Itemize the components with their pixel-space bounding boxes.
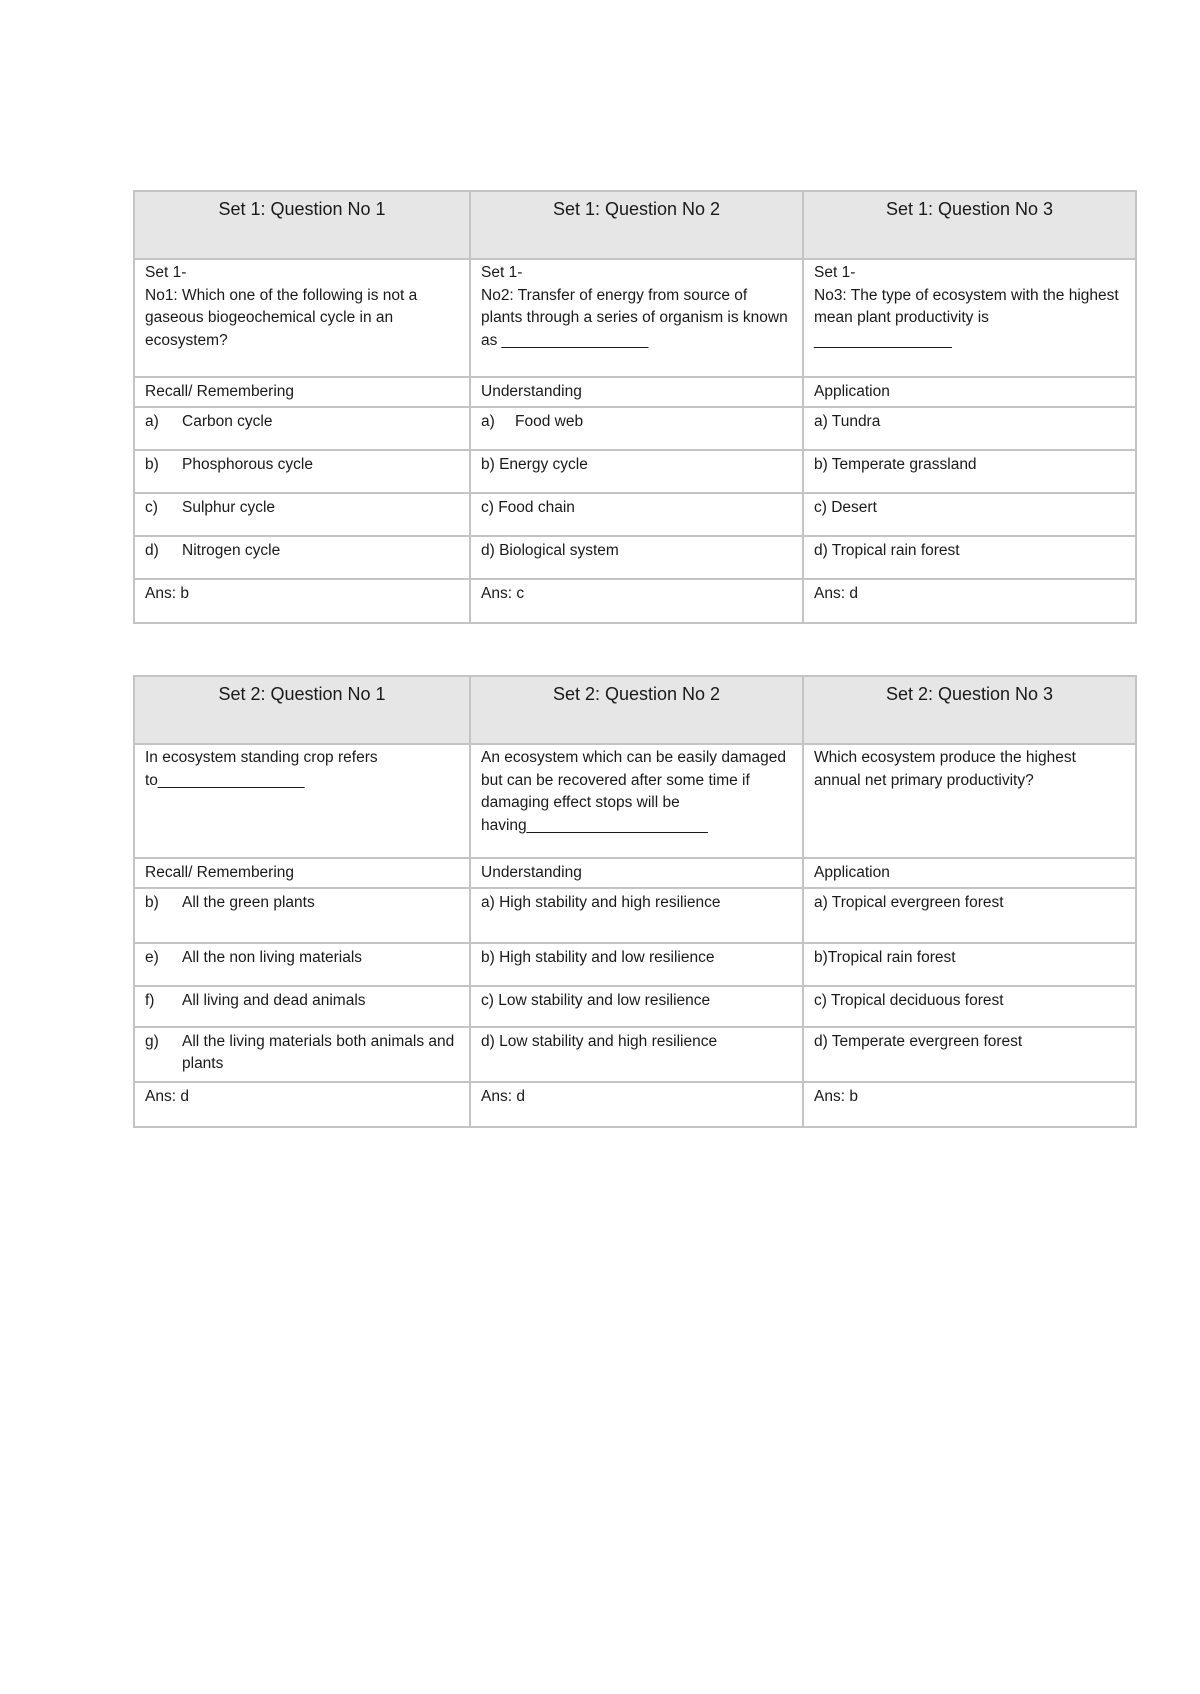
option-label: f) (145, 991, 155, 1009)
option-label: a) (481, 412, 495, 430)
set1-header-q1: Set 1: Question No 1 (134, 191, 470, 259)
set2-q1-option-4 (134, 1027, 470, 1082)
option-label: c) (145, 498, 158, 516)
set1-question-table (133, 190, 1137, 624)
set1-q1-answer: Ans: b (134, 579, 470, 623)
option-text: Sulphur cycle (182, 498, 276, 516)
set1-q2-text: No2: Transfer of energy from source of plants through a series of organism is known as _________________ (481, 286, 788, 349)
set1-level-2: Understanding (470, 377, 803, 407)
set1-q2-option-a (470, 407, 803, 450)
option-label: b) (145, 455, 159, 473)
set1-q1-text: No1: Which one of the following is not a gaseous biogeochemical cycle in an ecosystem? (145, 286, 418, 349)
set1-level-1: Recall/ Remembering (134, 377, 470, 407)
option-text: Phosphorous cycle (182, 455, 313, 473)
set1-q1-option-b (134, 450, 470, 493)
set1-option-row-d (134, 536, 1136, 579)
option-text: All the green plants (182, 893, 315, 911)
set1-header-q2: Set 1: Question No 2 (470, 191, 803, 259)
set2-level-row (134, 858, 1136, 888)
set1-header-q3: Set 1: Question No 3 (803, 191, 1136, 259)
set1-q1-option-c (134, 493, 470, 536)
set2-q2-option-4: d) Low stability and high resilience (470, 1027, 803, 1082)
option-text: All the non living materials (182, 948, 363, 966)
set2-q1-option-1 (134, 888, 470, 943)
set1-option-row-a (134, 407, 1136, 450)
set1-q1-set-label: Set 1- (145, 264, 187, 281)
set1-q2-answer: Ans: c (470, 579, 803, 623)
set1-q1-option-a (134, 407, 470, 450)
set2-level-1: Recall/ Remembering (134, 858, 470, 888)
set2-q2-option-3: c) Low stability and low resilience (470, 986, 803, 1027)
option-text: Carbon cycle (182, 412, 273, 430)
set1-option-row-b (134, 450, 1136, 493)
option-text: All the living materials both animals and plants (182, 1032, 455, 1072)
option-text: Food web (515, 412, 584, 430)
set1-q2-option-c: c) Food chain (470, 493, 803, 536)
set2-option-row-3 (134, 986, 1136, 1027)
set2-level-2: Understanding (470, 858, 803, 888)
set1-question-3-cell (803, 259, 1136, 377)
option-label: b) (145, 893, 159, 911)
set1-question-1-cell (134, 259, 470, 377)
set1-q3-option-d: d) Tropical rain forest (803, 536, 1136, 579)
option-text: All living and dead animals (182, 991, 366, 1009)
set1-q3-option-a: a) Tundra (803, 407, 1136, 450)
set2-q1-answer: Ans: d (134, 1082, 470, 1127)
set2-q2-option-2: b) High stability and low resilience (470, 943, 803, 986)
option-label: a) (145, 412, 159, 430)
set1-level-row (134, 377, 1136, 407)
set1-q2-set-label: Set 1- (481, 264, 523, 281)
set2-answer-row (134, 1082, 1136, 1127)
set2-q3-option-1: a) Tropical evergreen forest (803, 888, 1136, 943)
set1-header-row (134, 191, 1136, 259)
set2-option-row-4 (134, 1027, 1136, 1082)
set2-question-table (133, 675, 1137, 1128)
set1-q2-option-b: b) Energy cycle (470, 450, 803, 493)
set1-q2-option-d: d) Biological system (470, 536, 803, 579)
set2-question-2-cell: An ecosystem which can be easily damaged but can be recovered after some time if damaging effect stops will be having_____________________ (470, 744, 803, 858)
set1-answer-row (134, 579, 1136, 623)
set2-option-row-1 (134, 888, 1136, 943)
set1-q3-option-b: b) Temperate grassland (803, 450, 1136, 493)
set2-header-q3: Set 2: Question No 3 (803, 676, 1136, 744)
set2-q1-option-3 (134, 986, 470, 1027)
set1-level-3: Application (803, 377, 1136, 407)
set2-header-row (134, 676, 1136, 744)
option-label: d) (145, 541, 159, 559)
set2-option-row-2 (134, 943, 1136, 986)
set2-q2-answer: Ans: d (470, 1082, 803, 1127)
option-text: Nitrogen cycle (182, 541, 281, 559)
option-label: e) (145, 948, 159, 966)
set1-option-row-c (134, 493, 1136, 536)
set2-q3-option-2: b)Tropical rain forest (803, 943, 1136, 986)
option-label: g) (145, 1032, 159, 1050)
set1-q1-option-d (134, 536, 470, 579)
set1-q3-text: No3: The type of ecosystem with the highest mean plant productivity is ________________ (814, 286, 1119, 349)
set2-q2-option-1: a) High stability and high resilience (470, 888, 803, 943)
set2-q3-option-3: c) Tropical deciduous forest (803, 986, 1136, 1027)
set1-q3-option-c: c) Desert (803, 493, 1136, 536)
set2-question-1-cell: In ecosystem standing crop refers to_________________ (134, 744, 470, 858)
set2-q3-option-4: d) Temperate evergreen forest (803, 1027, 1136, 1082)
set2-q1-option-2 (134, 943, 470, 986)
set1-q3-answer: Ans: d (803, 579, 1136, 623)
set2-question-row (134, 744, 1136, 858)
set1-question-2-cell (470, 259, 803, 377)
set2-q3-answer: Ans: b (803, 1082, 1136, 1127)
set1-question-row (134, 259, 1136, 377)
set2-header-q2: Set 2: Question No 2 (470, 676, 803, 744)
set2-level-3: Application (803, 858, 1136, 888)
set2-question-3-cell: Which ecosystem produce the highest annual net primary productivity? (803, 744, 1136, 858)
set1-q3-set-label: Set 1- (814, 264, 856, 281)
set2-header-q1: Set 2: Question No 1 (134, 676, 470, 744)
